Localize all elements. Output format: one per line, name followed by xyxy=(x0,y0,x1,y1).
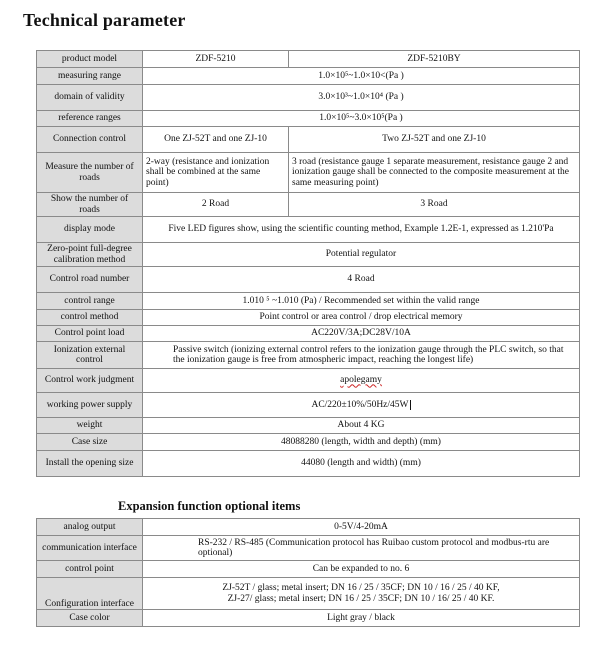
row-label: product model xyxy=(37,51,143,68)
row-label: analog output xyxy=(37,519,143,536)
row-value: Passive switch (ionizing external control refers to the ionization gauge through the PLC switch, so that the ionization gauge is free from atmospheric impact, reaching the longest life) xyxy=(143,342,580,369)
row-value-5210by: 3 Road xyxy=(289,193,580,217)
row-value: 48088280 (length, width and depth) (mm) xyxy=(143,434,580,451)
row-value: RS-232 / RS-485 (Communication protocol has Ruibao custom protocol and modbus-rtu are optional) xyxy=(143,536,580,561)
row-value: apolegamy xyxy=(340,375,382,386)
row-value: 44080 (length and width) (mm) xyxy=(143,451,580,477)
row-label: Ionization external control xyxy=(37,342,143,369)
page-title: Technical parameter xyxy=(23,10,186,30)
table-row xyxy=(37,326,580,342)
row-label: Control point load xyxy=(37,326,143,342)
row-value: 1.0×10⁵~3.0×10⁵(Pa ) xyxy=(143,111,580,127)
model-zdf-5210: ZDF-5210 xyxy=(143,51,289,68)
row-value: Point control or area control / drop electrical memory xyxy=(143,310,580,326)
row-value: Five LED figures show, using the scientific counting method, Example 1.2E-1, expressed as 1.210'Pa xyxy=(143,217,580,243)
table-row xyxy=(37,68,580,85)
row-value: Potential regulator xyxy=(143,243,580,267)
row-value: AC220V/3A;DC28V/10A xyxy=(143,326,580,342)
table-row xyxy=(37,193,580,217)
table-row xyxy=(37,51,580,68)
row-label: Measure the number of roads xyxy=(37,153,143,193)
row-label: Zero-point full-degree calibration method xyxy=(37,243,143,267)
row-value-5210: 2 Road xyxy=(143,193,289,217)
table-row xyxy=(37,267,580,293)
table-row xyxy=(37,561,580,578)
table-row xyxy=(37,243,580,267)
table-row xyxy=(37,536,580,561)
row-label: Configuration interface xyxy=(37,578,143,610)
table-row xyxy=(37,111,580,127)
table-row xyxy=(37,451,580,477)
table-row xyxy=(37,342,580,369)
row-label: display mode xyxy=(37,217,143,243)
table-row xyxy=(37,127,580,153)
table-row xyxy=(37,418,580,434)
row-value: 3.0×10³~1.0×10⁴ (Pa ) xyxy=(143,85,580,111)
row-label: weight xyxy=(37,418,143,434)
table-row xyxy=(37,85,580,111)
row-label: communication interface xyxy=(37,536,143,561)
row-label: measuring range xyxy=(37,68,143,85)
row-label: Control road number xyxy=(37,267,143,293)
row-label: Case color xyxy=(37,610,143,627)
table-row xyxy=(37,293,580,310)
row-label: Case size xyxy=(37,434,143,451)
row-label: control range xyxy=(37,293,143,310)
row-value: 1.0×10⁵~1.0×10<(Pa ) xyxy=(143,68,580,85)
config-line-2: ZJ-27/ glass; metal insert; DN 16 / 25 / 35CF; DN 10 / 16/ 25 / 40 KF. xyxy=(227,593,495,604)
row-label: working power supply xyxy=(37,393,143,418)
row-value: 1.010 ⁵ ~1.010 (Pa) / Recommended set within the valid range xyxy=(143,293,580,310)
table-row xyxy=(37,434,580,451)
row-label: reference ranges xyxy=(37,111,143,127)
technical-parameter-table xyxy=(36,50,580,477)
row-value: Can be expanded to no. 6 xyxy=(143,561,580,578)
row-value: About 4 KG xyxy=(143,418,580,434)
row-label: Install the opening size xyxy=(37,451,143,477)
table-row xyxy=(37,519,580,536)
table-row xyxy=(37,217,580,243)
table-row xyxy=(37,310,580,326)
table-row xyxy=(37,393,580,418)
model-zdf-5210by: ZDF-5210BY xyxy=(289,51,580,68)
row-label: Connection control xyxy=(37,127,143,153)
row-label: control method xyxy=(37,310,143,326)
row-label: control point xyxy=(37,561,143,578)
text-cursor xyxy=(410,400,411,410)
section-title: Expansion function optional items xyxy=(118,499,301,513)
row-label: domain of validity xyxy=(37,85,143,111)
table-row xyxy=(37,578,580,610)
row-value-5210: 2-way (resistance and ionization shall be combined at the same point) xyxy=(143,153,289,193)
row-value-5210: One ZJ-52T and one ZJ-10 xyxy=(143,127,289,153)
row-label: Show the number of roads xyxy=(37,193,143,217)
row-value: 0-5V/4-20mA xyxy=(143,519,580,536)
expansion-function-table xyxy=(36,518,580,627)
table-row xyxy=(37,369,580,393)
table-row xyxy=(37,153,580,193)
row-value: 4 Road xyxy=(143,267,580,293)
row-value: AC/220±10%/50Hz/45W xyxy=(311,399,409,410)
row-value-5210by: 3 road (resistance gauge 1 separate measurement, resistance gauge 2 and ionization gauge shall be connected to the composite measurement at the same measuring point) xyxy=(289,153,580,193)
table-row xyxy=(37,610,580,627)
row-label: Control work judgment xyxy=(37,369,143,393)
row-value: Light gray / black xyxy=(143,610,580,627)
config-line-1: ZJ-52T / glass; metal insert; DN 16 / 25 / 35CF; DN 10 / 16 / 25 / 40 KF, xyxy=(222,583,500,593)
row-value-5210by: Two ZJ-52T and one ZJ-10 xyxy=(289,127,580,153)
